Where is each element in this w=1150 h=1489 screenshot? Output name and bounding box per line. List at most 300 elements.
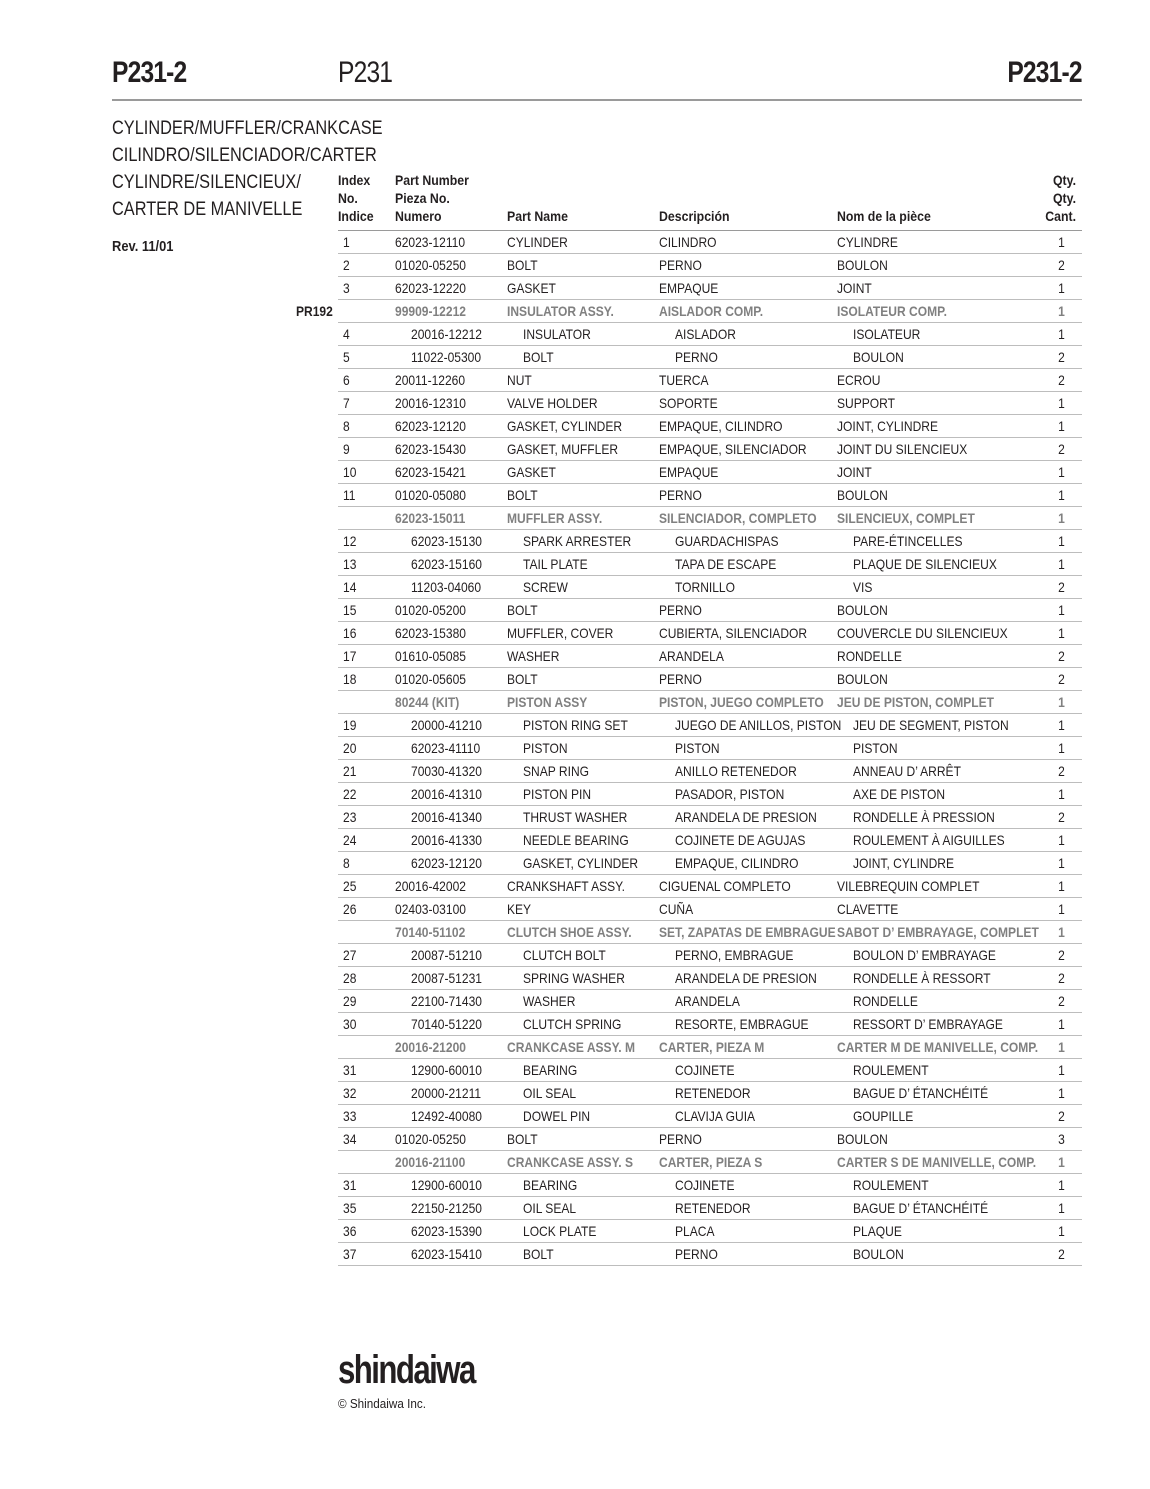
part-name-cell: BOLT	[507, 257, 538, 273]
index-cell: 6	[343, 372, 350, 388]
descripcion-cell: AISLADOR	[675, 326, 736, 342]
index-cell: 14	[343, 579, 357, 595]
descripcion-cell: PERNO	[659, 671, 702, 687]
nom-cell: BAGUE D’ ÉTANCHÉITÉ	[853, 1200, 989, 1216]
nom-cell: RONDELLE À PRESSION	[853, 809, 995, 825]
ref-tag: PR192	[296, 303, 333, 319]
part-name-cell: VALVE HOLDER	[507, 395, 598, 411]
nom-cell: ROULEMENT	[853, 1062, 929, 1078]
table-row	[338, 231, 1082, 254]
descripcion-cell: GUARDACHISPAS	[675, 533, 779, 549]
index-cell: 2	[343, 257, 350, 273]
qty-cell: 1	[1058, 280, 1065, 296]
nom-cell: CARTER M DE MANIVELLE, COMP.	[837, 1039, 1039, 1055]
part-name-cell: SPRING WASHER	[523, 970, 625, 986]
index-cell: 31	[343, 1062, 357, 1078]
descripcion-cell: PISTON, JUEGO COMPLETO	[659, 694, 824, 710]
nom-cell: JOINT DU SILENCIEUX	[837, 441, 968, 457]
qty-cell: 1	[1058, 1085, 1065, 1101]
index-cell: 15	[343, 602, 357, 618]
qty-cell: 1	[1058, 694, 1065, 710]
header-divider	[112, 99, 1082, 101]
part-name-cell: INSULATOR ASSY.	[507, 303, 614, 319]
index-cell: 32	[343, 1085, 357, 1101]
table-row	[338, 553, 1082, 576]
index-cell: 22	[343, 786, 357, 802]
nom-cell: JOINT	[837, 464, 872, 480]
nom-cell: ROULEMENT	[853, 1177, 929, 1193]
descripcion-cell: ARANDELA DE PRESION	[675, 809, 817, 825]
part-name-cell: WASHER	[523, 993, 576, 1009]
part-number-cell: 62023-15390	[411, 1223, 482, 1239]
descripcion-cell: AISLADOR COMP.	[659, 303, 764, 319]
index-cell: 26	[343, 901, 357, 917]
part-number-cell: 12492-40080	[411, 1108, 482, 1124]
table-row	[338, 323, 1082, 346]
part-name-cell: SCREW	[523, 579, 568, 595]
table-row	[338, 990, 1082, 1013]
index-cell: 9	[343, 441, 350, 457]
part-name-cell: PISTON RING SET	[523, 717, 628, 733]
nom-cell: SUPPORT	[837, 395, 895, 411]
index-cell: 36	[343, 1223, 357, 1239]
title-fr-1: CYLINDRE/SILENCIEUX/	[112, 172, 301, 193]
page-code-right: P231-2	[1007, 56, 1082, 89]
nom-cell: CYLINDRE	[837, 234, 898, 250]
part-number-cell: 20087-51210	[411, 947, 482, 963]
qty-cell: 1	[1058, 1200, 1065, 1216]
qty-cell: 1	[1058, 878, 1065, 894]
assembly-row	[338, 921, 1082, 944]
part-number-cell: 62023-12110	[395, 234, 466, 250]
index-cell: 12	[343, 533, 357, 549]
index-cell: 27	[343, 947, 357, 963]
title-en: CYLINDER/MUFFLER/CRANKCASE	[112, 118, 383, 139]
index-cell: 25	[343, 878, 357, 894]
part-number-cell: 62023-15430	[395, 441, 466, 457]
nom-cell: BOULON	[837, 1131, 888, 1147]
part-name-cell: BOLT	[507, 602, 538, 618]
part-number-cell: 01020-05200	[395, 602, 466, 618]
nom-cell: ISOLATEUR	[853, 326, 921, 342]
index-cell: 34	[343, 1131, 357, 1147]
part-number-cell: 20016-21200	[395, 1039, 466, 1055]
descripcion-cell: CUÑA	[659, 901, 694, 917]
header-part-name: Part Name	[507, 208, 568, 224]
part-number-cell: 12900-60010	[411, 1062, 482, 1078]
table-row	[338, 1220, 1082, 1243]
table-row	[338, 852, 1082, 875]
table-row	[338, 1105, 1082, 1128]
header-part-number: Part Number Pieza No. Numero	[395, 172, 469, 224]
index-cell: 24	[343, 832, 357, 848]
table-row	[338, 599, 1082, 622]
table-row	[338, 530, 1082, 553]
qty-cell: 2	[1058, 763, 1065, 779]
assembly-row	[338, 1036, 1082, 1059]
nom-cell: RONDELLE	[853, 993, 918, 1009]
table-row	[338, 737, 1082, 760]
part-number-cell: 62023-15421	[395, 464, 466, 480]
nom-cell: ISOLATEUR COMP.	[837, 303, 947, 319]
nom-cell: CLAVETTE	[837, 901, 899, 917]
qty-cell: 1	[1058, 234, 1065, 250]
nom-cell: JEU DE SEGMENT, PISTON	[853, 717, 1009, 733]
index-cell: 23	[343, 809, 357, 825]
index-cell: 37	[343, 1246, 357, 1262]
nom-cell: PLAQUE DE SILENCIEUX	[853, 556, 997, 572]
index-cell: 7	[343, 395, 350, 411]
part-number-cell: 62023-15410	[411, 1246, 482, 1262]
qty-cell: 1	[1058, 533, 1065, 549]
index-cell: 20	[343, 740, 357, 756]
table-row	[338, 576, 1082, 599]
part-name-cell: GASKET	[507, 464, 556, 480]
part-number-cell: 62023-12120	[395, 418, 466, 434]
part-name-cell: DOWEL PIN	[523, 1108, 591, 1124]
nom-cell: CARTER S DE MANIVELLE, COMP.	[837, 1154, 1037, 1170]
part-number-cell: 22100-71430	[411, 993, 482, 1009]
table-row	[338, 1243, 1082, 1266]
part-number-cell: 11022-05300	[411, 349, 482, 365]
table-row	[338, 484, 1082, 507]
header-nom: Nom de la pièce	[837, 208, 931, 224]
qty-cell: 1	[1058, 1062, 1065, 1078]
descripcion-cell: PERNO	[659, 1131, 702, 1147]
descripcion-cell: COJINETE	[675, 1177, 735, 1193]
part-number-cell: 11203-04060	[411, 579, 482, 595]
index-cell: 4	[343, 326, 350, 342]
descripcion-cell: EMPAQUE	[659, 280, 719, 296]
part-number-cell: 62023-15380	[395, 625, 466, 641]
descripcion-cell: PERNO	[659, 602, 702, 618]
index-cell: 13	[343, 556, 357, 572]
qty-cell: 3	[1058, 1131, 1065, 1147]
qty-cell: 1	[1058, 1177, 1065, 1193]
nom-cell: ROULEMENT À AIGUILLES	[853, 832, 1005, 848]
qty-cell: 1	[1058, 1039, 1065, 1055]
part-number-cell: 01020-05605	[395, 671, 466, 687]
nom-cell: SILENCIEUX, COMPLET	[837, 510, 975, 526]
part-number-cell: 70140-51102	[395, 924, 466, 940]
part-name-cell: BOLT	[507, 671, 538, 687]
part-number-cell: 62023-41110	[411, 740, 481, 756]
descripcion-cell: PISTON	[675, 740, 720, 756]
descripcion-cell: TORNILLO	[675, 579, 735, 595]
assembly-row	[338, 691, 1082, 714]
part-name-cell: WASHER	[507, 648, 560, 664]
qty-cell: 2	[1058, 970, 1065, 986]
descripcion-cell: ANILLO RETENEDOR	[675, 763, 797, 779]
part-number-cell: 99909-12212	[395, 303, 466, 319]
part-name-cell: BOLT	[507, 487, 538, 503]
nom-cell: BOULON	[837, 487, 888, 503]
table-row	[338, 1082, 1082, 1105]
table-row	[338, 277, 1082, 300]
part-name-cell: TAIL PLATE	[523, 556, 588, 572]
descripcion-cell: RETENEDOR	[675, 1200, 751, 1216]
qty-cell: 1	[1058, 1016, 1065, 1032]
descripcion-cell: CUBIERTA, SILENCIADOR	[659, 625, 808, 641]
nom-cell: BAGUE D’ ÉTANCHÉITÉ	[853, 1085, 989, 1101]
part-number-cell: 70030-41320	[411, 763, 482, 779]
nom-cell: BOULON	[853, 1246, 904, 1262]
descripcion-cell: JUEGO DE ANILLOS, PISTON	[675, 717, 842, 733]
descripcion-cell: PERNO	[659, 257, 702, 273]
nom-cell: VILEBREQUIN COMPLET	[837, 878, 980, 894]
qty-cell: 1	[1058, 924, 1065, 940]
qty-cell: 2	[1058, 947, 1065, 963]
table-row	[338, 668, 1082, 691]
nom-cell: BOULON D’ EMBRAYAGE	[853, 947, 996, 963]
table-row	[338, 1059, 1082, 1082]
index-cell: 5	[343, 349, 350, 365]
part-number-cell: 62023-12120	[411, 855, 482, 871]
nom-cell: BOULON	[837, 602, 888, 618]
index-cell: 19	[343, 717, 357, 733]
nom-cell: BOULON	[837, 671, 888, 687]
nom-cell: RONDELLE À RESSORT	[853, 970, 991, 986]
part-number-cell: 80244 (KIT)	[395, 694, 460, 710]
qty-cell: 2	[1058, 809, 1065, 825]
table-row	[338, 254, 1082, 277]
descripcion-cell: TUERCA	[659, 372, 709, 388]
descripcion-cell: SILENCIADOR, COMPLETO	[659, 510, 817, 526]
part-name-cell: PISTON PIN	[523, 786, 592, 802]
qty-cell: 1	[1058, 326, 1065, 342]
qty-cell: 2	[1058, 349, 1065, 365]
qty-cell: 1	[1058, 740, 1065, 756]
table-row	[338, 645, 1082, 668]
part-name-cell: GASKET, MUFFLER	[507, 441, 619, 457]
index-cell: 18	[343, 671, 357, 687]
qty-cell: 1	[1058, 786, 1065, 802]
part-number-cell: 01020-05250	[395, 257, 466, 273]
nom-cell: JOINT	[837, 280, 872, 296]
part-name-cell: BOLT	[507, 1131, 538, 1147]
index-cell: 30	[343, 1016, 357, 1032]
descripcion-cell: COJINETE DE AGUJAS	[675, 832, 806, 848]
part-name-cell: CRANKSHAFT ASSY.	[507, 878, 625, 894]
part-number-cell: 20000-21211	[411, 1085, 482, 1101]
qty-cell: 2	[1058, 671, 1065, 687]
qty-cell: 2	[1058, 648, 1065, 664]
table-row	[338, 1174, 1082, 1197]
descripcion-cell: RETENEDOR	[675, 1085, 751, 1101]
header-index: Index No. Indice	[338, 172, 374, 224]
part-name-cell: INSULATOR	[523, 326, 591, 342]
table-row	[338, 438, 1082, 461]
descripcion-cell: CARTER, PIEZA M	[659, 1039, 765, 1055]
descripcion-cell: CLAVIJA GUIA	[675, 1108, 756, 1124]
descripcion-cell: EMPAQUE	[659, 464, 719, 480]
part-number-cell: 12900-60010	[411, 1177, 482, 1193]
table-row	[338, 392, 1082, 415]
part-name-cell: BEARING	[523, 1177, 578, 1193]
assembly-row	[338, 1151, 1082, 1174]
part-name-cell: CLUTCH SHOE ASSY.	[507, 924, 632, 940]
part-number-cell: 20016-12310	[395, 395, 466, 411]
descripcion-cell: PLACA	[675, 1223, 715, 1239]
parts-table	[296, 172, 1082, 1266]
table-row	[338, 967, 1082, 990]
part-number-cell: 70140-51220	[411, 1016, 482, 1032]
table-header	[338, 172, 1082, 231]
assembly-row	[296, 300, 1082, 323]
part-number-cell: 20011-12260	[395, 372, 466, 388]
qty-cell: 2	[1058, 372, 1065, 388]
descripcion-cell: SOPORTE	[659, 395, 718, 411]
table-row	[338, 944, 1082, 967]
part-number-cell: 20000-41210	[411, 717, 482, 733]
index-cell: 33	[343, 1108, 357, 1124]
descripcion-cell: PERNO, EMBRAGUE	[675, 947, 794, 963]
qty-cell: 1	[1058, 717, 1065, 733]
qty-cell: 2	[1058, 993, 1065, 1009]
part-number-cell: 01020-05250	[395, 1131, 466, 1147]
qty-cell: 1	[1058, 556, 1065, 572]
index-cell: 3	[343, 280, 350, 296]
part-name-cell: OIL SEAL	[523, 1200, 577, 1216]
part-name-cell: GASKET, CYLINDER	[523, 855, 639, 871]
nom-cell: JOINT, CYLINDRE	[837, 418, 939, 434]
index-cell: 10	[343, 464, 357, 480]
qty-cell: 1	[1058, 602, 1065, 618]
part-name-cell: CYLINDER	[507, 234, 568, 250]
nom-cell: PARE-ÉTINCELLES	[853, 533, 963, 549]
part-number-cell: 62023-15011	[395, 510, 466, 526]
nom-cell: ANNEAU D’ ARRÊT	[853, 763, 961, 779]
index-cell: 21	[343, 763, 357, 779]
assembly-row	[338, 507, 1082, 530]
nom-cell: ECROU	[837, 372, 881, 388]
part-name-cell: GASKET, CYLINDER	[507, 418, 623, 434]
qty-cell: 2	[1058, 441, 1065, 457]
table-row	[338, 1013, 1082, 1036]
part-name-cell: PISTON ASSY	[507, 694, 588, 710]
table-row	[338, 622, 1082, 645]
descripcion-cell: CARTER, PIEZA S	[659, 1154, 763, 1170]
header-descripcion: Descripción	[659, 208, 730, 224]
descripcion-cell: SET, ZAPATAS DE EMBRAGUE	[659, 924, 836, 940]
index-cell: 11	[343, 487, 356, 503]
index-cell: 31	[343, 1177, 357, 1193]
part-name-cell: CLUTCH BOLT	[523, 947, 606, 963]
part-number-cell: 01020-05080	[395, 487, 466, 503]
qty-cell: 1	[1058, 832, 1065, 848]
part-number-cell: 20016-12212	[411, 326, 482, 342]
nom-cell: AXE DE PISTON	[853, 786, 946, 802]
part-number-cell: 20016-41310	[411, 786, 482, 802]
table-row	[338, 898, 1082, 921]
part-name-cell: BOLT	[523, 349, 554, 365]
descripcion-cell: PERNO	[675, 349, 718, 365]
nom-cell: PISTON	[853, 740, 898, 756]
part-number-cell: 22150-21250	[411, 1200, 482, 1216]
qty-cell: 1	[1058, 625, 1065, 641]
part-name-cell: MUFFLER, COVER	[507, 625, 614, 641]
part-number-cell: 20016-41340	[411, 809, 482, 825]
part-name-cell: BEARING	[523, 1062, 578, 1078]
descripcion-cell: EMPAQUE, CILINDRO	[659, 418, 783, 434]
part-number-cell: 62023-12220	[395, 280, 466, 296]
part-name-cell: NEEDLE BEARING	[523, 832, 629, 848]
table-row	[338, 714, 1082, 737]
nom-cell: JEU DE PISTON, COMPLET	[837, 694, 994, 710]
qty-cell: 1	[1058, 901, 1065, 917]
part-name-cell: CLUTCH SPRING	[523, 1016, 622, 1032]
qty-cell: 1	[1058, 418, 1065, 434]
index-cell: 35	[343, 1200, 357, 1216]
nom-cell: SABOT D’ EMBRAYAGE, COMPLET	[837, 924, 1039, 940]
qty-cell: 2	[1058, 579, 1065, 595]
header-qty: Qty. Qty. Cant.	[1045, 172, 1076, 224]
table-row	[338, 806, 1082, 829]
descripcion-cell: ARANDELA	[675, 993, 740, 1009]
nom-cell: RESSORT D’ EMBRAYAGE	[853, 1016, 1003, 1032]
qty-cell: 1	[1058, 303, 1065, 319]
table-row	[338, 346, 1082, 369]
shindaiwa-logo: shindaiwa	[338, 1348, 475, 1392]
descripcion-cell: PASADOR, PISTON	[675, 786, 785, 802]
part-name-cell: CRANKCASE ASSY. M	[507, 1039, 636, 1055]
descripcion-cell: ARANDELA	[659, 648, 724, 664]
title-es: CILINDRO/SILENCIADOR/CARTER	[112, 145, 377, 166]
part-name-cell: NUT	[507, 372, 532, 388]
qty-cell: 1	[1058, 464, 1065, 480]
descripcion-cell: PERNO	[659, 487, 702, 503]
descripcion-cell: RESORTE, EMBRAGUE	[675, 1016, 809, 1032]
descripcion-cell: ARANDELA DE PRESION	[675, 970, 817, 986]
descripcion-cell: EMPAQUE, SILENCIADOR	[659, 441, 807, 457]
index-cell: 8	[343, 855, 350, 871]
part-number-cell: 02403-03100	[395, 901, 466, 917]
part-name-cell: CRANKCASE ASSY. S	[507, 1154, 634, 1170]
qty-cell: 1	[1058, 1154, 1065, 1170]
qty-cell: 2	[1058, 1108, 1065, 1124]
descripcion-cell: EMPAQUE, CILINDRO	[675, 855, 799, 871]
model-name: P231	[338, 56, 393, 89]
index-cell: 28	[343, 970, 357, 986]
descripcion-cell: CIGUENAL COMPLETO	[659, 878, 791, 894]
qty-cell: 1	[1058, 395, 1065, 411]
part-name-cell: GASKET	[507, 280, 556, 296]
part-name-cell: MUFFLER ASSY.	[507, 510, 603, 526]
index-cell: 8	[343, 418, 350, 434]
part-name-cell: OIL SEAL	[523, 1085, 577, 1101]
qty-cell: 2	[1058, 257, 1065, 273]
nom-cell: JOINT, CYLINDRE	[853, 855, 955, 871]
qty-cell: 1	[1058, 510, 1065, 526]
table-body	[296, 231, 1082, 1266]
table-row	[338, 1197, 1082, 1220]
qty-cell: 1	[1058, 855, 1065, 871]
table-row	[338, 461, 1082, 484]
qty-cell: 1	[1058, 1223, 1065, 1239]
part-number-cell: 01610-05085	[395, 648, 466, 664]
part-name-cell: THRUST WASHER	[523, 809, 628, 825]
index-cell: 17	[343, 648, 357, 664]
nom-cell: COUVERCLE DU SILENCIEUX	[837, 625, 1008, 641]
part-name-cell: SNAP RING	[523, 763, 590, 779]
part-name-cell: BOLT	[523, 1246, 554, 1262]
table-row	[338, 760, 1082, 783]
table-row	[338, 783, 1082, 806]
table-row	[338, 829, 1082, 852]
nom-cell: RONDELLE	[837, 648, 902, 664]
index-cell: 1	[343, 234, 350, 250]
table-row	[338, 875, 1082, 898]
